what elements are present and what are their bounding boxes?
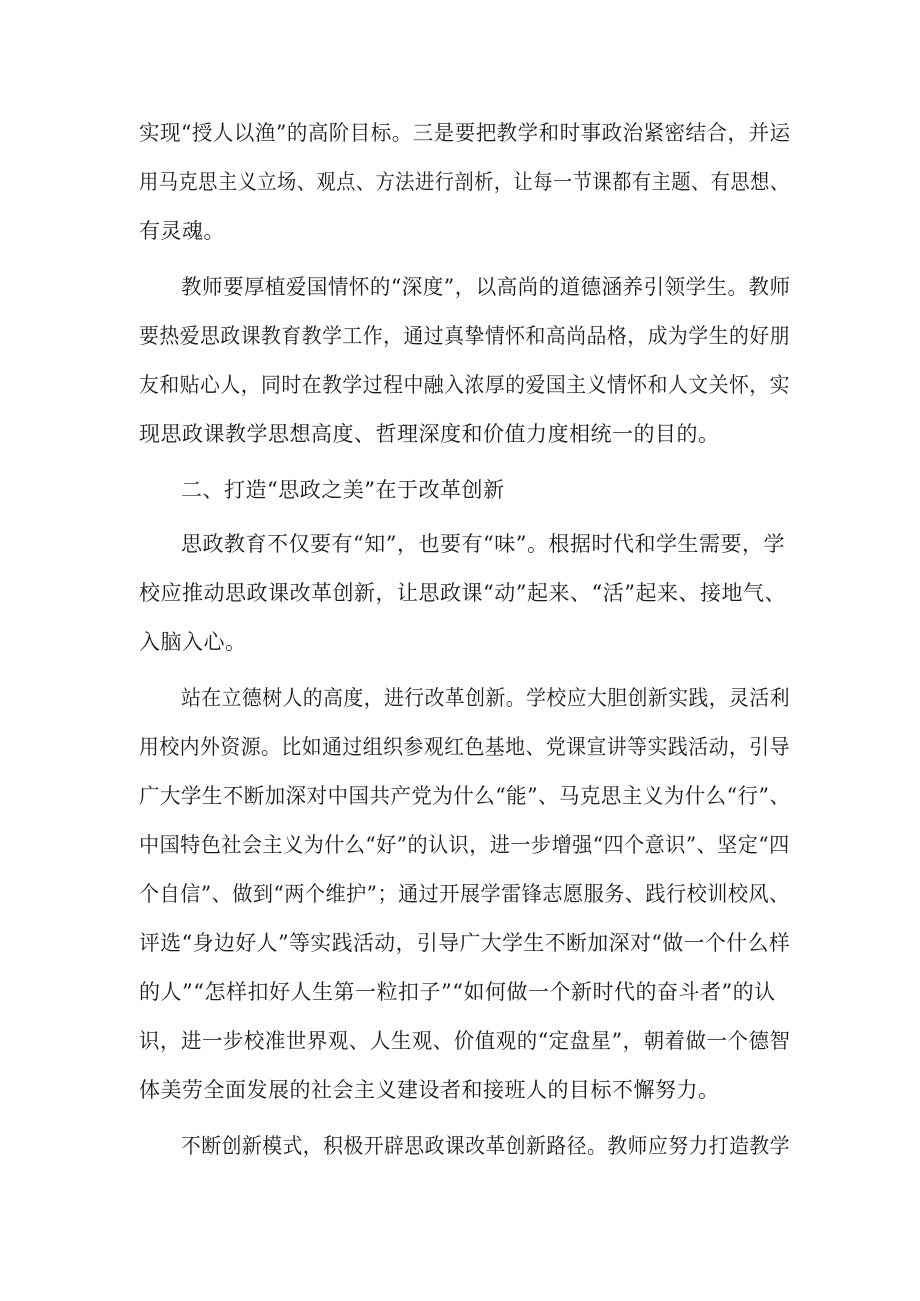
- section-heading: 二、打造“思政之美”在于改革创新: [181, 478, 505, 502]
- text-line: 个自信”、做到“两个维护”；通过开展学雷锋志愿服务、践行校训校风、: [139, 882, 790, 906]
- text-line: 实现“授人以渔”的高阶目标。三是要把教学和时事政治紧密结合，并运: [139, 121, 791, 145]
- text-line: 不断创新模式，积极开辟思政课改革创新路径。教师应努力打造教学: [181, 1134, 790, 1158]
- text-line: 要热爱思政课教育教学工作，通过真挚情怀和高尚品格，成为学生的好朋: [139, 324, 790, 348]
- text-line: 有灵魂。: [139, 219, 225, 243]
- text-line: 广大学生不断加深对中国共产党为什么“能”、马克思主义为什么“行”、: [139, 784, 791, 808]
- text-line: 用马克思主义立场、观点、方法进行剖析，让每一节课都有主题、有思想、: [139, 170, 790, 194]
- text-line: 校应推动思政课改革创新，让思政课“动”起来、“活”起来、接地气、: [139, 581, 786, 605]
- text-line: 思政教育不仅要有“知”，也要有“味”。根据时代和学生需要，学: [181, 532, 785, 556]
- text-line: 中国特色社会主义为什么“好”的认识，进一步增强“四个意识”、坚定“四: [139, 833, 790, 857]
- text-line: 识，进一步校准世界观、人生观、价值观的“定盘星”，朝着做一个德智: [139, 1029, 791, 1053]
- text-line: 体美劳全面发展的社会主义建设者和接班人的目标不懈努力。: [139, 1078, 720, 1102]
- text-line: 评选“身边好人”等实践活动，引导广大学生不断加深对“做一个什么样: [139, 931, 791, 955]
- text-line: 站在立德树人的高度，进行改革创新。学校应大胆创新实践，灵活利: [181, 686, 790, 710]
- text-line: 入脑入心。: [139, 630, 247, 654]
- text-line: 现思政课教学思想高度、哲理深度和价值力度相统一的目的。: [139, 422, 720, 446]
- text-line: 用校内外资源。比如通过组织参观红色基地、党课宣讲等实践活动，引导: [139, 735, 790, 759]
- text-line: 教师要厚植爱国情怀的“深度”，以高尚的道德涵养引领学生。教师: [181, 275, 791, 299]
- text-line: 友和贴心人，同时在教学过程中融入浓厚的爱国主义情怀和人文关怀，实: [139, 373, 790, 397]
- text-line: 的人”“怎样扣好人生第一粒扣子”“如何做一个新时代的奋斗者”的认: [139, 980, 776, 1004]
